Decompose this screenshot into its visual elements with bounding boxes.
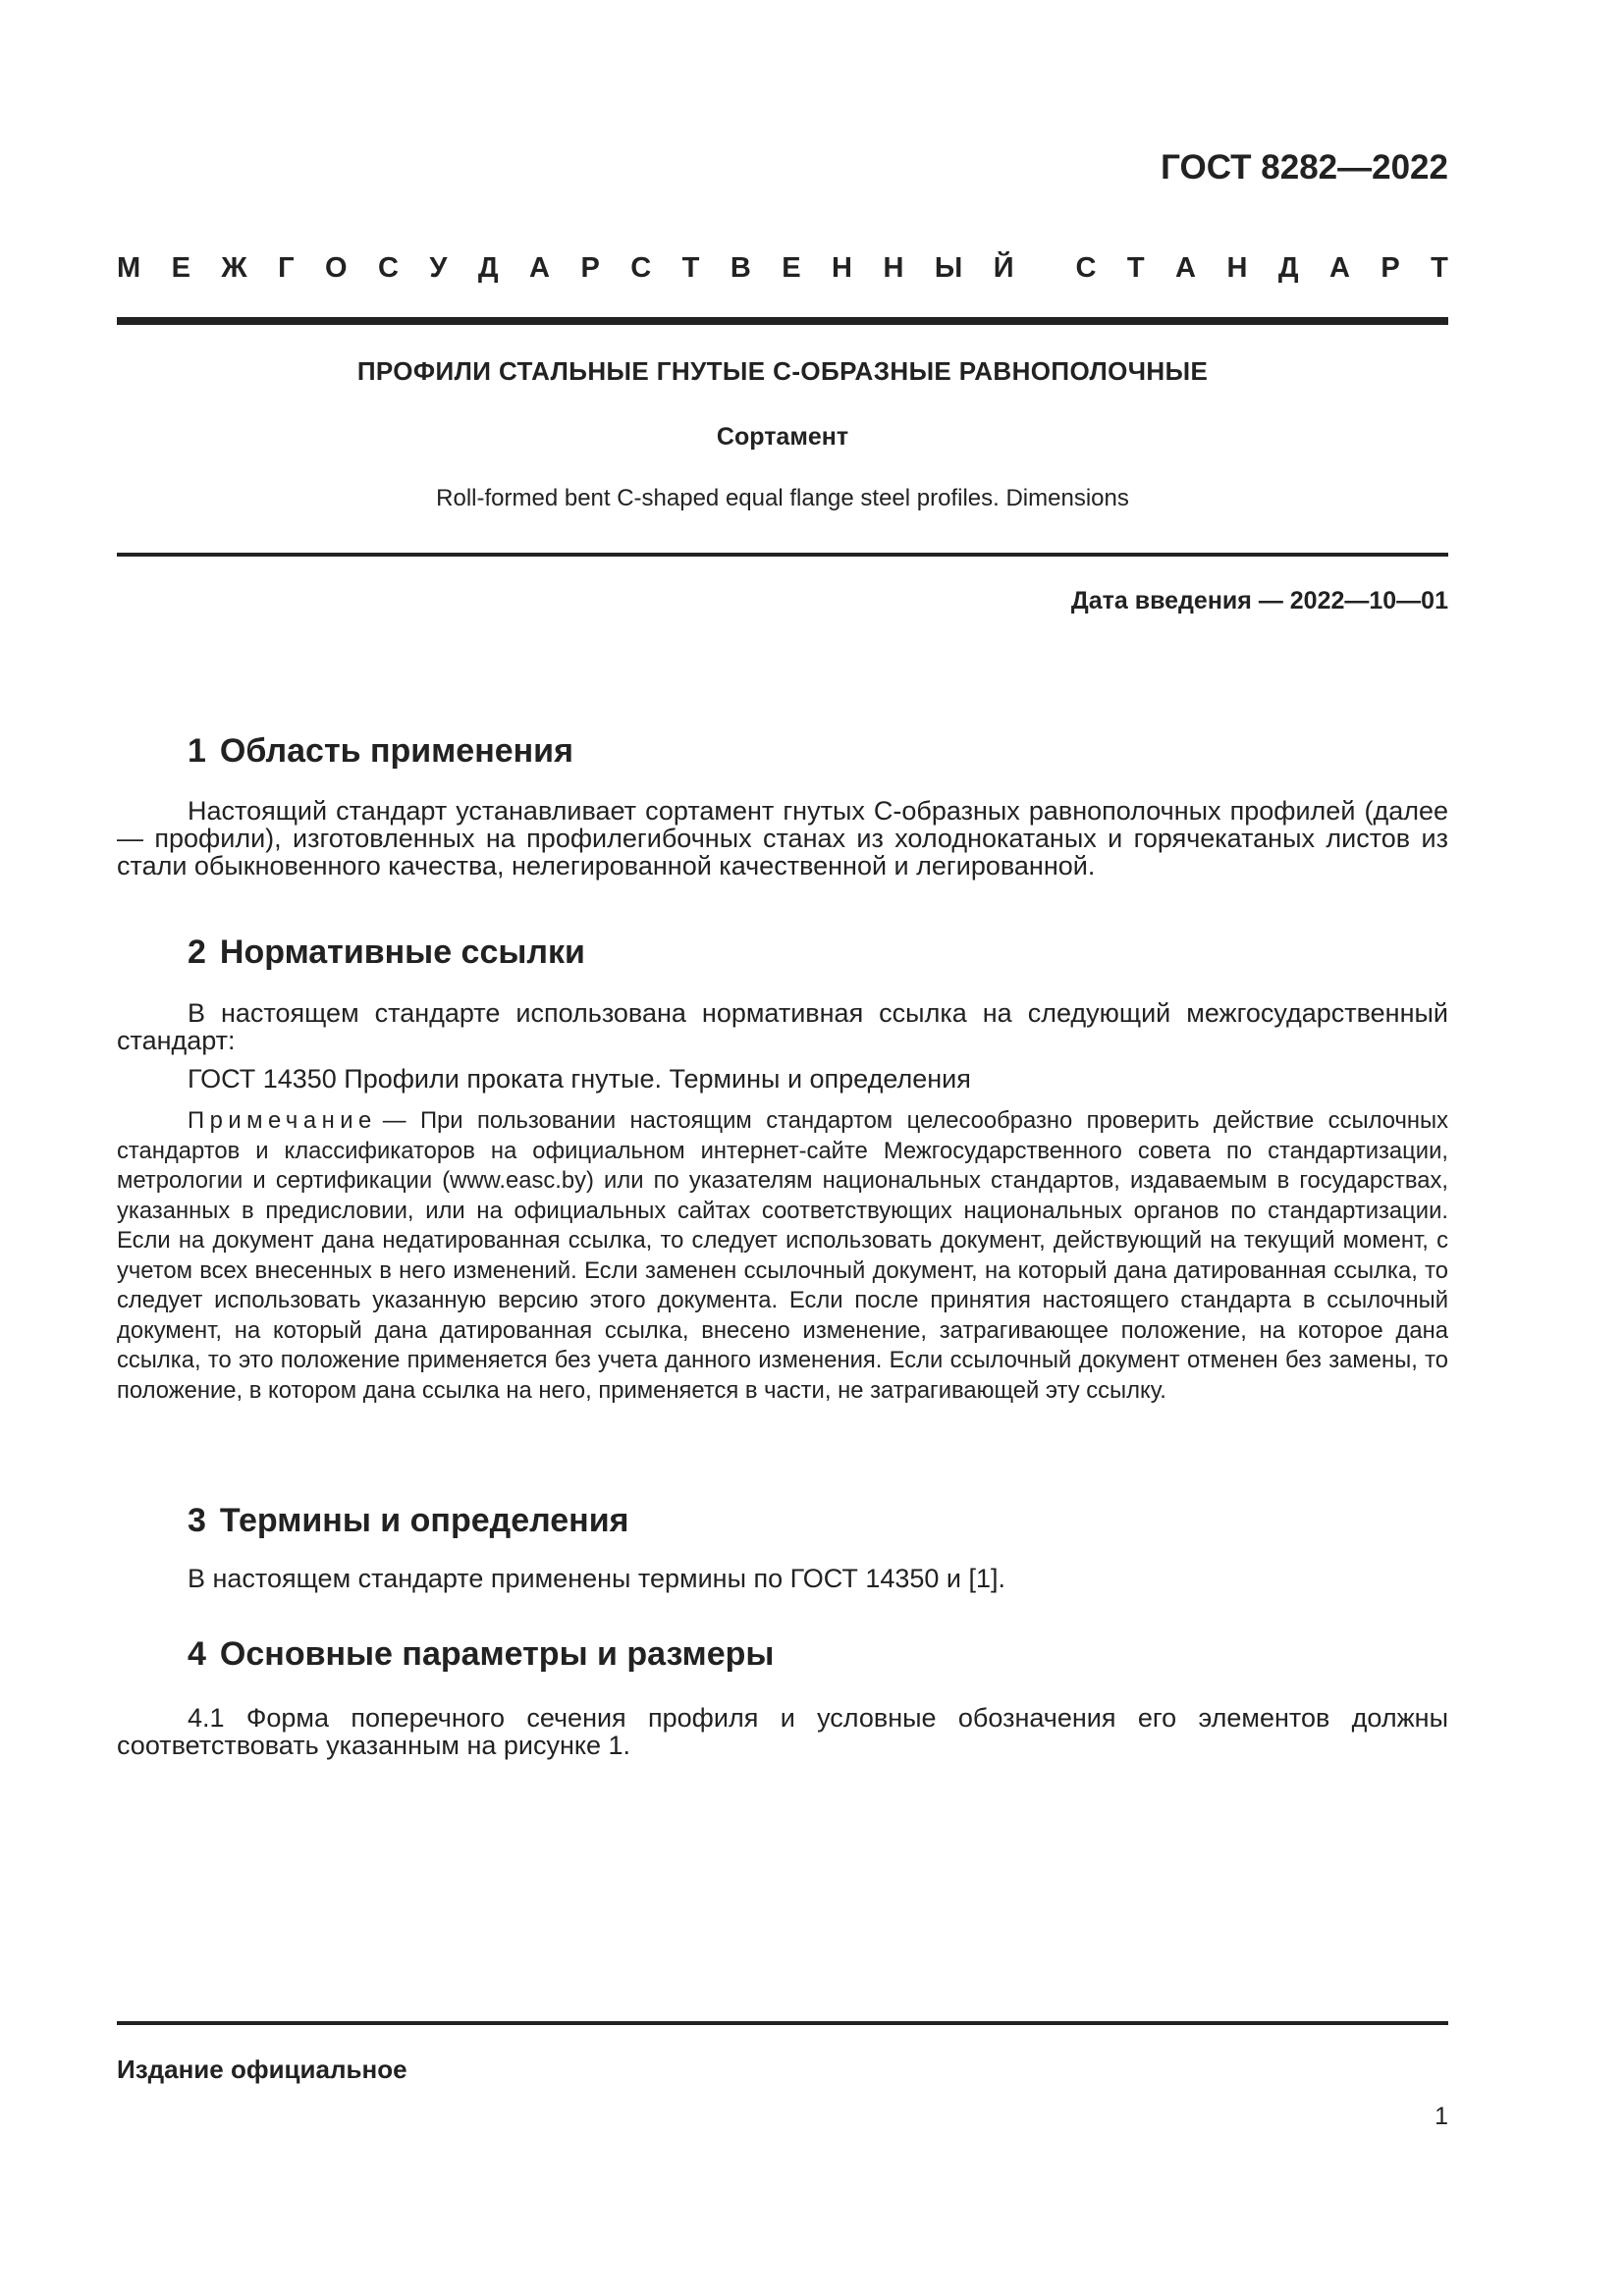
section-number: 3 [188, 1502, 206, 1539]
section-paragraph-parameters: 4.1 Форма поперечного сечения профиля и условные обозначения его элементов должны соответствовать указанным на рисунке 1. [117, 1703, 1448, 1760]
section-paragraph-scope: Настоящий стандарт устанавливает сортамент гнутых С-образных равнополочных профилей (далее — профили), изготовленных на профилегибочных станах из холоднокатаных и горячекатаных листов из стали обыкновенного качества, нелегированной качественной и легированной. [117, 796, 1448, 881]
standard-type-letter: Т [1431, 251, 1448, 284]
document-title: ПРОФИЛИ СТАЛЬНЫЕ ГНУТЫЕ С-ОБРАЗНЫЕ РАВНОПОЛОЧНЫЕ [356, 356, 1209, 386]
standard-type-letter: Г [278, 251, 295, 284]
standard-type-heading [117, 248, 1448, 288]
section-heading-terms [188, 1497, 628, 1544]
english-title: Roll-formed bent C-shaped equal flange steel profiles. Dimensions [436, 485, 1129, 511]
standard-type-letter: Т [681, 251, 700, 284]
standard-type-letter: С [630, 251, 652, 284]
standard-type-letter: Е [782, 251, 801, 284]
footer-divider [117, 2021, 1448, 2025]
standard-type-letter: Т [1126, 251, 1145, 284]
document-subtitle: Сортамент [716, 423, 849, 451]
standard-type-letter: Н [832, 251, 852, 284]
section-title: Термины и определения [219, 1502, 629, 1539]
standard-type-letter: А [1328, 251, 1350, 284]
standard-type-letter: Н [883, 251, 904, 284]
header-divider [117, 317, 1448, 325]
section-paragraph-normative-references: В настоящем стандарте использована нормативная ссылка на следующий межгосударственный стандарт: [117, 998, 1448, 1055]
document-code: ГОСТ 8282—2022 [1161, 148, 1448, 187]
standard-type-letter: Д [1277, 251, 1299, 284]
introduction-date: Дата введения — 2022—10—01 [1070, 587, 1448, 614]
section-title: Основные параметры и размеры [219, 1635, 775, 1673]
document-page [117, 0, 1448, 2296]
page-number: 1 [1435, 2103, 1448, 2130]
note-paragraph [117, 1106, 1448, 1406]
section-paragraph-terms: В настоящем стандарте применены термины по ГОСТ 14350 и [1]. [188, 1564, 1006, 1593]
note-label: Примечание [188, 1107, 377, 1134]
standard-type-letter: В [730, 251, 751, 284]
standard-type-letter: О [325, 251, 348, 284]
standard-type-letter: Е [171, 251, 190, 284]
title-divider [117, 553, 1448, 557]
standard-type-letter: Н [1226, 251, 1248, 284]
standard-type-letter: Р [1380, 251, 1400, 284]
section-heading-normative-references [188, 929, 585, 976]
standard-type-letter: Р [580, 251, 600, 284]
section-number: 4 [188, 1635, 206, 1673]
standard-type-letter: Ы [934, 251, 963, 284]
section-title: Нормативные ссылки [219, 934, 585, 971]
section-number: 1 [188, 732, 206, 770]
standard-type-letter: М [117, 251, 141, 284]
section-title: Область применения [219, 732, 573, 770]
section-heading-parameters [188, 1630, 774, 1678]
standard-type-letter: А [1175, 251, 1196, 284]
standard-type-letter: С [378, 251, 399, 284]
standard-type-letter: Ж [221, 251, 247, 284]
standard-type-letter: У [429, 251, 448, 284]
standard-type-letter: С [1075, 251, 1097, 284]
standard-type-letter: Д [477, 251, 499, 284]
edition-label: Издание официальное [117, 2055, 407, 2084]
section-heading-scope [188, 727, 573, 774]
standard-type-letter: Й [993, 251, 1014, 284]
section-number: 2 [188, 934, 206, 971]
standard-type-letter: А [529, 251, 550, 284]
note-text: — При пользовании настоящим стандартом целесообразно проверить действие ссылочных стандартов и классификаторов на официальном интернет-сайте Межгосударственного совета по стандартизации, метрологии и сертификации (www.easc.by) или по указателям национальных стандартов, издаваемым в государствах, указанных в предисловии, или на официальных сайтах соответствующих национальных органов по стандартизации. Если на документ дана недатированная ссылка, то следует использовать документ, действующий на текущий момент, с учетом всех внесенных в него изменений. Если заменен ссылочный документ, на который дана датированная ссылка, то следует использовать указанную версию этого документа. Если после принятия настоящего стандарта в ссылочный документ, на который дана датированная ссылка, внесено изменение, затрагивающее положение, на которое дана ссылка, то это положение применяется без учета данного изменения. Если ссылочный документ отменен без замены, то положение, в котором дана ссылка на него, применяется в части, не затрагивающей эту ссылку. [117, 1107, 1448, 1404]
normative-reference-item: ГОСТ 14350 Профили проката гнутые. Термины и определения [188, 1064, 971, 1094]
